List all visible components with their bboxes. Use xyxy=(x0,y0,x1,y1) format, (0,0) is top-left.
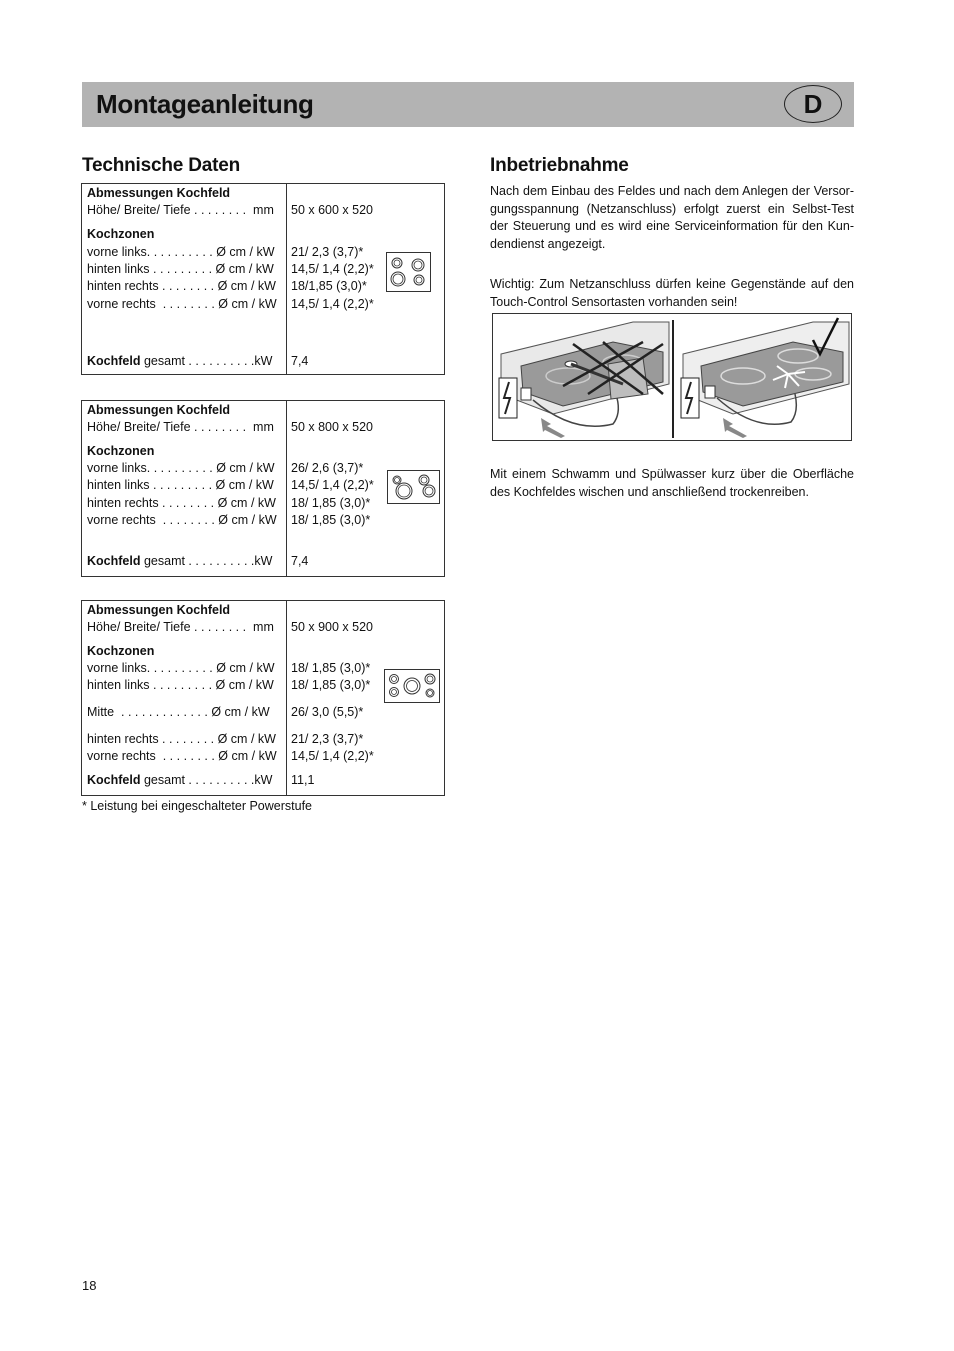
hob-layout-icon xyxy=(384,669,440,703)
section-heading-technical-data: Technische Daten xyxy=(82,155,240,176)
total-value: 7,4 xyxy=(291,354,309,368)
total-label-bold: Kochfeld xyxy=(87,354,141,368)
correct-setup-drawing xyxy=(681,318,849,438)
spec-table-80 xyxy=(81,400,445,577)
zone-label: hinten links . . . . . . . . . Ø cm / kW xyxy=(87,478,274,492)
total-label: gesamt . . . . . . . . . .kW xyxy=(140,354,273,368)
dim-heading: Abmessungen Kochfeld xyxy=(87,603,231,617)
zone-label: hinten rechts . . . . . . . . Ø cm / kW xyxy=(87,279,276,293)
hob-layout-icon xyxy=(386,252,431,292)
language-badge: D xyxy=(784,85,842,123)
page-number: 18 xyxy=(82,1278,97,1293)
zone-value: 14,5/ 1,4 (2,2)* xyxy=(291,262,374,276)
hob-layout-icon xyxy=(387,470,440,504)
zone-value: 18/1,85 (3,0)* xyxy=(291,279,367,293)
zone-label: hinten rechts . . . . . . . . Ø cm / kW xyxy=(87,732,276,746)
zone-value: 18/ 1,85 (3,0)* xyxy=(291,513,371,527)
zone-value: 14,5/ 1,4 (2,2)* xyxy=(291,749,374,763)
zone-value: 14,5/ 1,4 (2,2)* xyxy=(291,478,374,492)
zone-label: vorne links. . . . . . . . . . Ø cm / kW xyxy=(87,661,275,675)
zones-heading: Kochzonen xyxy=(87,644,155,658)
cleaning-paragraph: Mit einem Schwamm und Spülwasser kurz über die Oberfläche des Kochfeldes wischen und anschließend trockenreiben. xyxy=(490,467,854,499)
zone-label: vorne links. . . . . . . . . . Ø cm / kW xyxy=(87,245,275,259)
dim-value: 50 x 800 x 520 xyxy=(291,420,374,434)
zones-heading: Kochzonen xyxy=(87,227,155,241)
zone-value: 14,5/ 1,4 (2,2)* xyxy=(291,297,374,311)
page-header xyxy=(82,82,854,127)
zone-label: vorne rechts . . . . . . . . Ø cm / kW xyxy=(87,513,277,527)
zone-label: hinten links . . . . . . . . . Ø cm / kW xyxy=(87,262,274,276)
footnote: * Leistung bei eingeschalteter Powerstufe xyxy=(82,799,313,813)
zone-label: Mitte . . . . . . . . . . . . . Ø cm / kW xyxy=(87,705,270,719)
zone-value: 21/ 2,3 (3,7)* xyxy=(291,732,364,746)
zone-label: hinten rechts . . . . . . . . Ø cm / kW xyxy=(87,496,276,510)
wrong-setup-drawing xyxy=(499,322,669,438)
total-value: 11,1 xyxy=(291,773,315,787)
dim-heading: Abmessungen Kochfeld xyxy=(87,186,231,200)
spec-table-90 xyxy=(81,600,445,796)
zone-value: 26/ 2,6 (3,7)* xyxy=(291,461,364,475)
warning-paragraph: Wichtig: Zum Netzanschluss dürfen keine Gegenstände auf den Touch-Control Sensortasten vorhanden sein! xyxy=(490,277,854,309)
total-label-bold: Kochfeld xyxy=(87,773,141,787)
zone-label: vorne rechts . . . . . . . . Ø cm / kW xyxy=(87,749,277,763)
dim-value: 50 x 600 x 520 xyxy=(291,203,374,217)
commissioning-paragraph: Nach dem Einbau des Feldes und nach dem Anlegen der Versor-gungsspannung (Netzanschluss) erfolgt zuerst ein Selbst-Test der Steuerung und es wird eine Serviceinformation für den Kun-dendienst angezeigt. xyxy=(490,184,854,251)
zone-value: 18/ 1,85 (3,0)* xyxy=(291,661,371,675)
dim-label: Höhe/ Breite/ Tiefe . . . . . . . . mm xyxy=(87,420,274,434)
total-label: gesamt . . . . . . . . . .kW xyxy=(140,554,273,568)
zones-heading: Kochzonen xyxy=(87,444,155,458)
total-value: 7,4 xyxy=(291,554,309,568)
spec-table-60 xyxy=(81,183,445,375)
section-heading-commissioning: Inbetriebnahme xyxy=(490,155,629,176)
zone-value: 21/ 2,3 (3,7)* xyxy=(291,245,364,259)
dim-heading: Abmessungen Kochfeld xyxy=(87,403,231,417)
dim-label: Höhe/ Breite/ Tiefe . . . . . . . . mm xyxy=(87,620,274,634)
zone-label: hinten links . . . . . . . . . Ø cm / kW xyxy=(87,678,274,692)
total-label: gesamt . . . . . . . . . .kW xyxy=(140,773,273,787)
zone-label: vorne rechts . . . . . . . . Ø cm / kW xyxy=(87,297,277,311)
zone-label: vorne links. . . . . . . . . . Ø cm / kW xyxy=(87,461,275,475)
zone-value: 18/ 1,85 (3,0)* xyxy=(291,678,371,692)
total-label-bold: Kochfeld xyxy=(87,554,141,568)
dim-value: 50 x 900 x 520 xyxy=(291,620,374,634)
zone-value: 18/ 1,85 (3,0)* xyxy=(291,496,371,510)
dim-label: Höhe/ Breite/ Tiefe . . . . . . . . mm xyxy=(87,203,274,217)
page-title: Montageanleitung xyxy=(96,89,314,119)
zone-value: 26/ 3,0 (5,5)* xyxy=(291,705,364,719)
connection-illustration xyxy=(492,313,852,441)
